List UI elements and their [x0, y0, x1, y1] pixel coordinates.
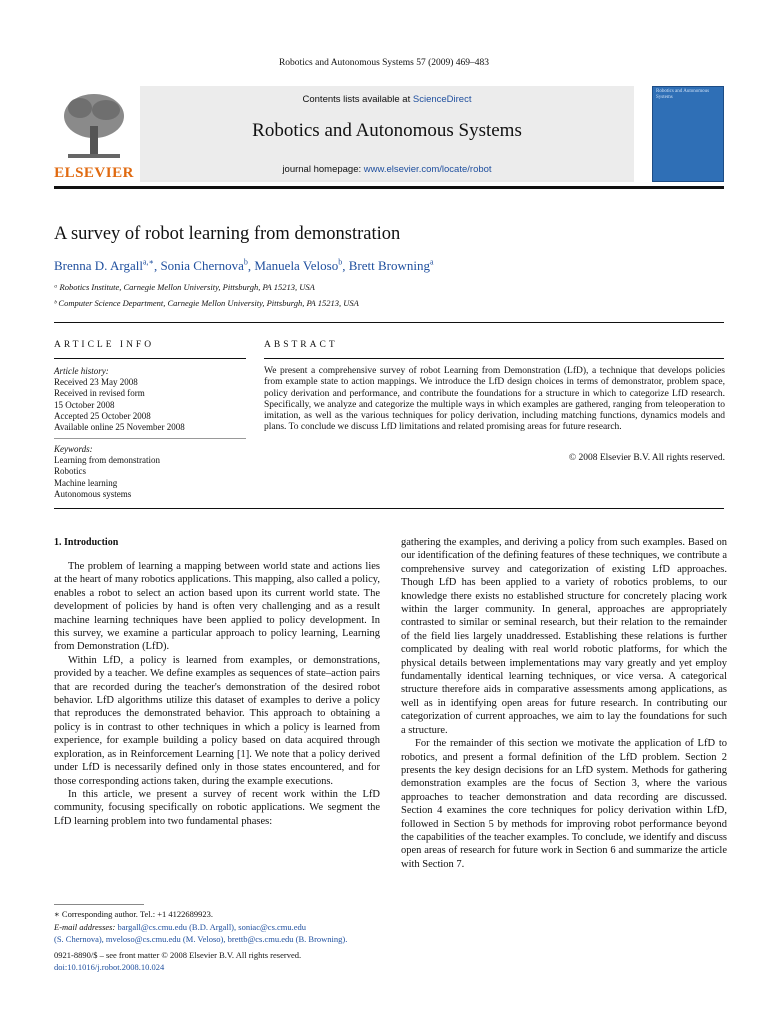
publisher-name: ELSEVIER: [54, 165, 134, 181]
email-links-2[interactable]: (S. Chernova), mveloso@cs.cmu.edu (M. Veloso), brettb@cs.cmu.edu (B. Browning).: [54, 934, 348, 944]
footnote-rule: [54, 904, 144, 905]
article-title: A survey of robot learning from demonstration: [54, 224, 401, 244]
intro-paragraph: gathering the examples, and deriving a policy from such examples. Based on our identification of the defining features of these techniques, we contribute a comprehensive survey and categorization of existing LfD approaches. Though LfD has been applied to a variety of robotics problems, to our knowledge there exists no established structure for concretely placing work within the larger community. In general, approaches are appropriately contrasted to similar or seminal research, but their relation to the remainder of the field lies largely unaddressed. Establishing these relations is further complicated by dealing with real world robotic platforms, for which the physical details between implementations may vary greatly and yet employ fundamentally identical learning techniques, or vice versa. A categorical structure therefore aids in comparative assessments among applications, as well as in identifying open areas for future research. In contributing our categorization of current approaches, we aim to lay the foundations for such a structure.: [401, 537, 727, 736]
doi-link[interactable]: doi:10.1016/j.robot.2008.10.024: [54, 961, 165, 972]
contents-line: [140, 94, 634, 105]
keyword: Autonomous systems: [54, 488, 132, 499]
email-line: E-mail addresses: bargall@cs.cmu.edu (B.D. Argall), soniac@cs.cmu.edu: [54, 921, 307, 932]
author-1[interactable]: Brenna D. Argall$^{a,∗}$: [54, 258, 154, 274]
homepage-line: [140, 164, 634, 175]
history-item: Accepted 25 October 2008: [54, 410, 151, 421]
homepage-link[interactable]: www.elsevier.com/locate/robot: [363, 164, 492, 175]
history-item: Received in revised form: [54, 388, 145, 399]
author-list: Brenna D. Argall$^{a,∗}$, Sonia Chernova$^b$, Manuela Veloso$^b$, Brett Browning$^a$: [54, 258, 434, 274]
abstract-text: We present a comprehensive survey of robot Learning from Demonstration (LfD), a technique that develops policies from example state to action mappings. We introduce the LfD design choices in terms of demonstrator, problem space, policy derivation and performance, and contribute the foundations for a structure in which to categorize LfD research. Specifically, we analyze and categorize the multiple ways in which examples are gathered, ranging from teleoperation to imitation, as well as the various techniques for policy derivation, including matching functions, dynamics models and plans. To conclude we discuss LfD limitations and related promising areas for future research.: [264, 366, 725, 433]
abstract-copyright: © 2008 Elsevier B.V. All rights reserved.: [568, 453, 725, 463]
body-column-left: [54, 550, 380, 828]
article-history: [54, 366, 244, 433]
abstract-rule: [264, 358, 724, 359]
info-rule: [54, 358, 246, 359]
affiliation-a: ᵃ Robotics Institute, Carnegie Mellon University, Pittsburgh, PA 15213, USA: [54, 282, 315, 292]
footnote: [54, 908, 384, 946]
author-3[interactable]: Manuela Veloso$^b$: [254, 258, 343, 274]
history-item: Available online 25 November 2008: [54, 422, 185, 433]
history-item: Received 23 May 2008: [54, 377, 138, 388]
contents-prefix: Contents lists available at: [302, 94, 413, 105]
section-heading-introduction: 1. Introduction: [54, 537, 119, 548]
journal-name: Robotics and Autonomous Systems: [252, 120, 522, 141]
keyword: Learning from demonstration: [54, 455, 160, 466]
abstract-bottom-rule: [54, 508, 724, 509]
keywords: [54, 444, 244, 500]
corresponding-author: ∗ Corresponding author. Tel.: +1 4122689923.: [54, 909, 214, 919]
author-2[interactable]: Sonia Chernova$^b$: [160, 258, 248, 274]
homepage-prefix: journal homepage:: [282, 164, 364, 175]
abstract-heading: ABSTRACT: [264, 340, 338, 350]
intro-paragraph: Within LfD, a policy is learned from examples, or demonstrations, provided by a teacher. We define examples as sequences of state–action pairs that are recorded during the teacher's demonstration of the desired robot behavior. LfD algorithms utilize this dataset of examples to derive a policy that reproduces the demonstrated behavior. This approach to obtaining a policy is in contrast to other techniques in which a policy is learned from experience, for example building a policy based on data acquired through exploration, as in Reinforcement Learning [1]. We note that a policy derived under LfD is necessarily defined only in those states encountered, and for those corresponding actions taken, during the example executions.: [54, 654, 380, 787]
body-column-right: [401, 536, 727, 871]
article-info-heading: ARTICLE INFO: [54, 340, 155, 350]
intro-paragraph: For the remainder of this section we motivate the application of LfD to robotics, and present a formal definition of the LfD problem. Section 2 presents the key design decisions for an LfD system. Methods for gathering demonstration examples are the focus of Section 3, where the various approaches to teacher demonstration and data recording are discussed. Section 4 examines the core techniques for policy derivation within LfD, followed in Section 5 by methods for improving robot performance beyond the capabilities of the teacher examples. To conclude, we identify and discuss open areas of research for future work in Section 6 and summarize the article with Section 7.: [401, 738, 727, 870]
history-item: 15 October 2008: [54, 399, 115, 410]
info-top-rule: [54, 322, 724, 323]
email-links[interactable]: bargall@cs.cmu.edu (B.D. Argall), soniac@cs.cmu.edu: [117, 921, 307, 932]
keyword: Machine learning: [54, 477, 118, 488]
intro-paragraph: The problem of learning a mapping between world state and actions lies at the heart of many robotics applications. This mapping, also called a policy, enables a robot to select an action based upon its current world state. The development of policies by hand is often very challenging and as a result machine learning techniques have been applied to policy development. In this survey, we examine a particular approach to policy learning, Learning from Demonstration (LfD).: [54, 561, 380, 653]
intro-paragraph: In this article, we present a survey of recent work within the LfD community, focusing specifically on robotic applications. We segment the LfD learning problem into two fundamental phases:: [54, 788, 380, 827]
keywords-label: Keywords:: [54, 444, 93, 454]
cover-title: Robotics and Autonomous Systems: [656, 89, 710, 100]
sciencedirect-link[interactable]: ScienceDirect: [412, 94, 472, 105]
history-label: Article history:: [54, 366, 109, 376]
keywords-rule: [54, 438, 246, 439]
keyword: Robotics: [54, 466, 87, 477]
header-rule: [54, 186, 724, 189]
issn-line: 0921-8890/$ – see front matter © 2008 Elsevier B.V. All rights reserved.: [54, 950, 302, 960]
affiliation-b: ᵇ Computer Science Department, Carnegie Mellon University, Pittsburgh, PA 15213, USA: [54, 298, 359, 308]
journal-citation: Robotics and Autonomous Systems 57 (2009) 469–483: [278, 58, 490, 68]
author-4[interactable]: Brett Browning$^a$: [348, 258, 434, 274]
front-matter-info: [54, 950, 301, 973]
